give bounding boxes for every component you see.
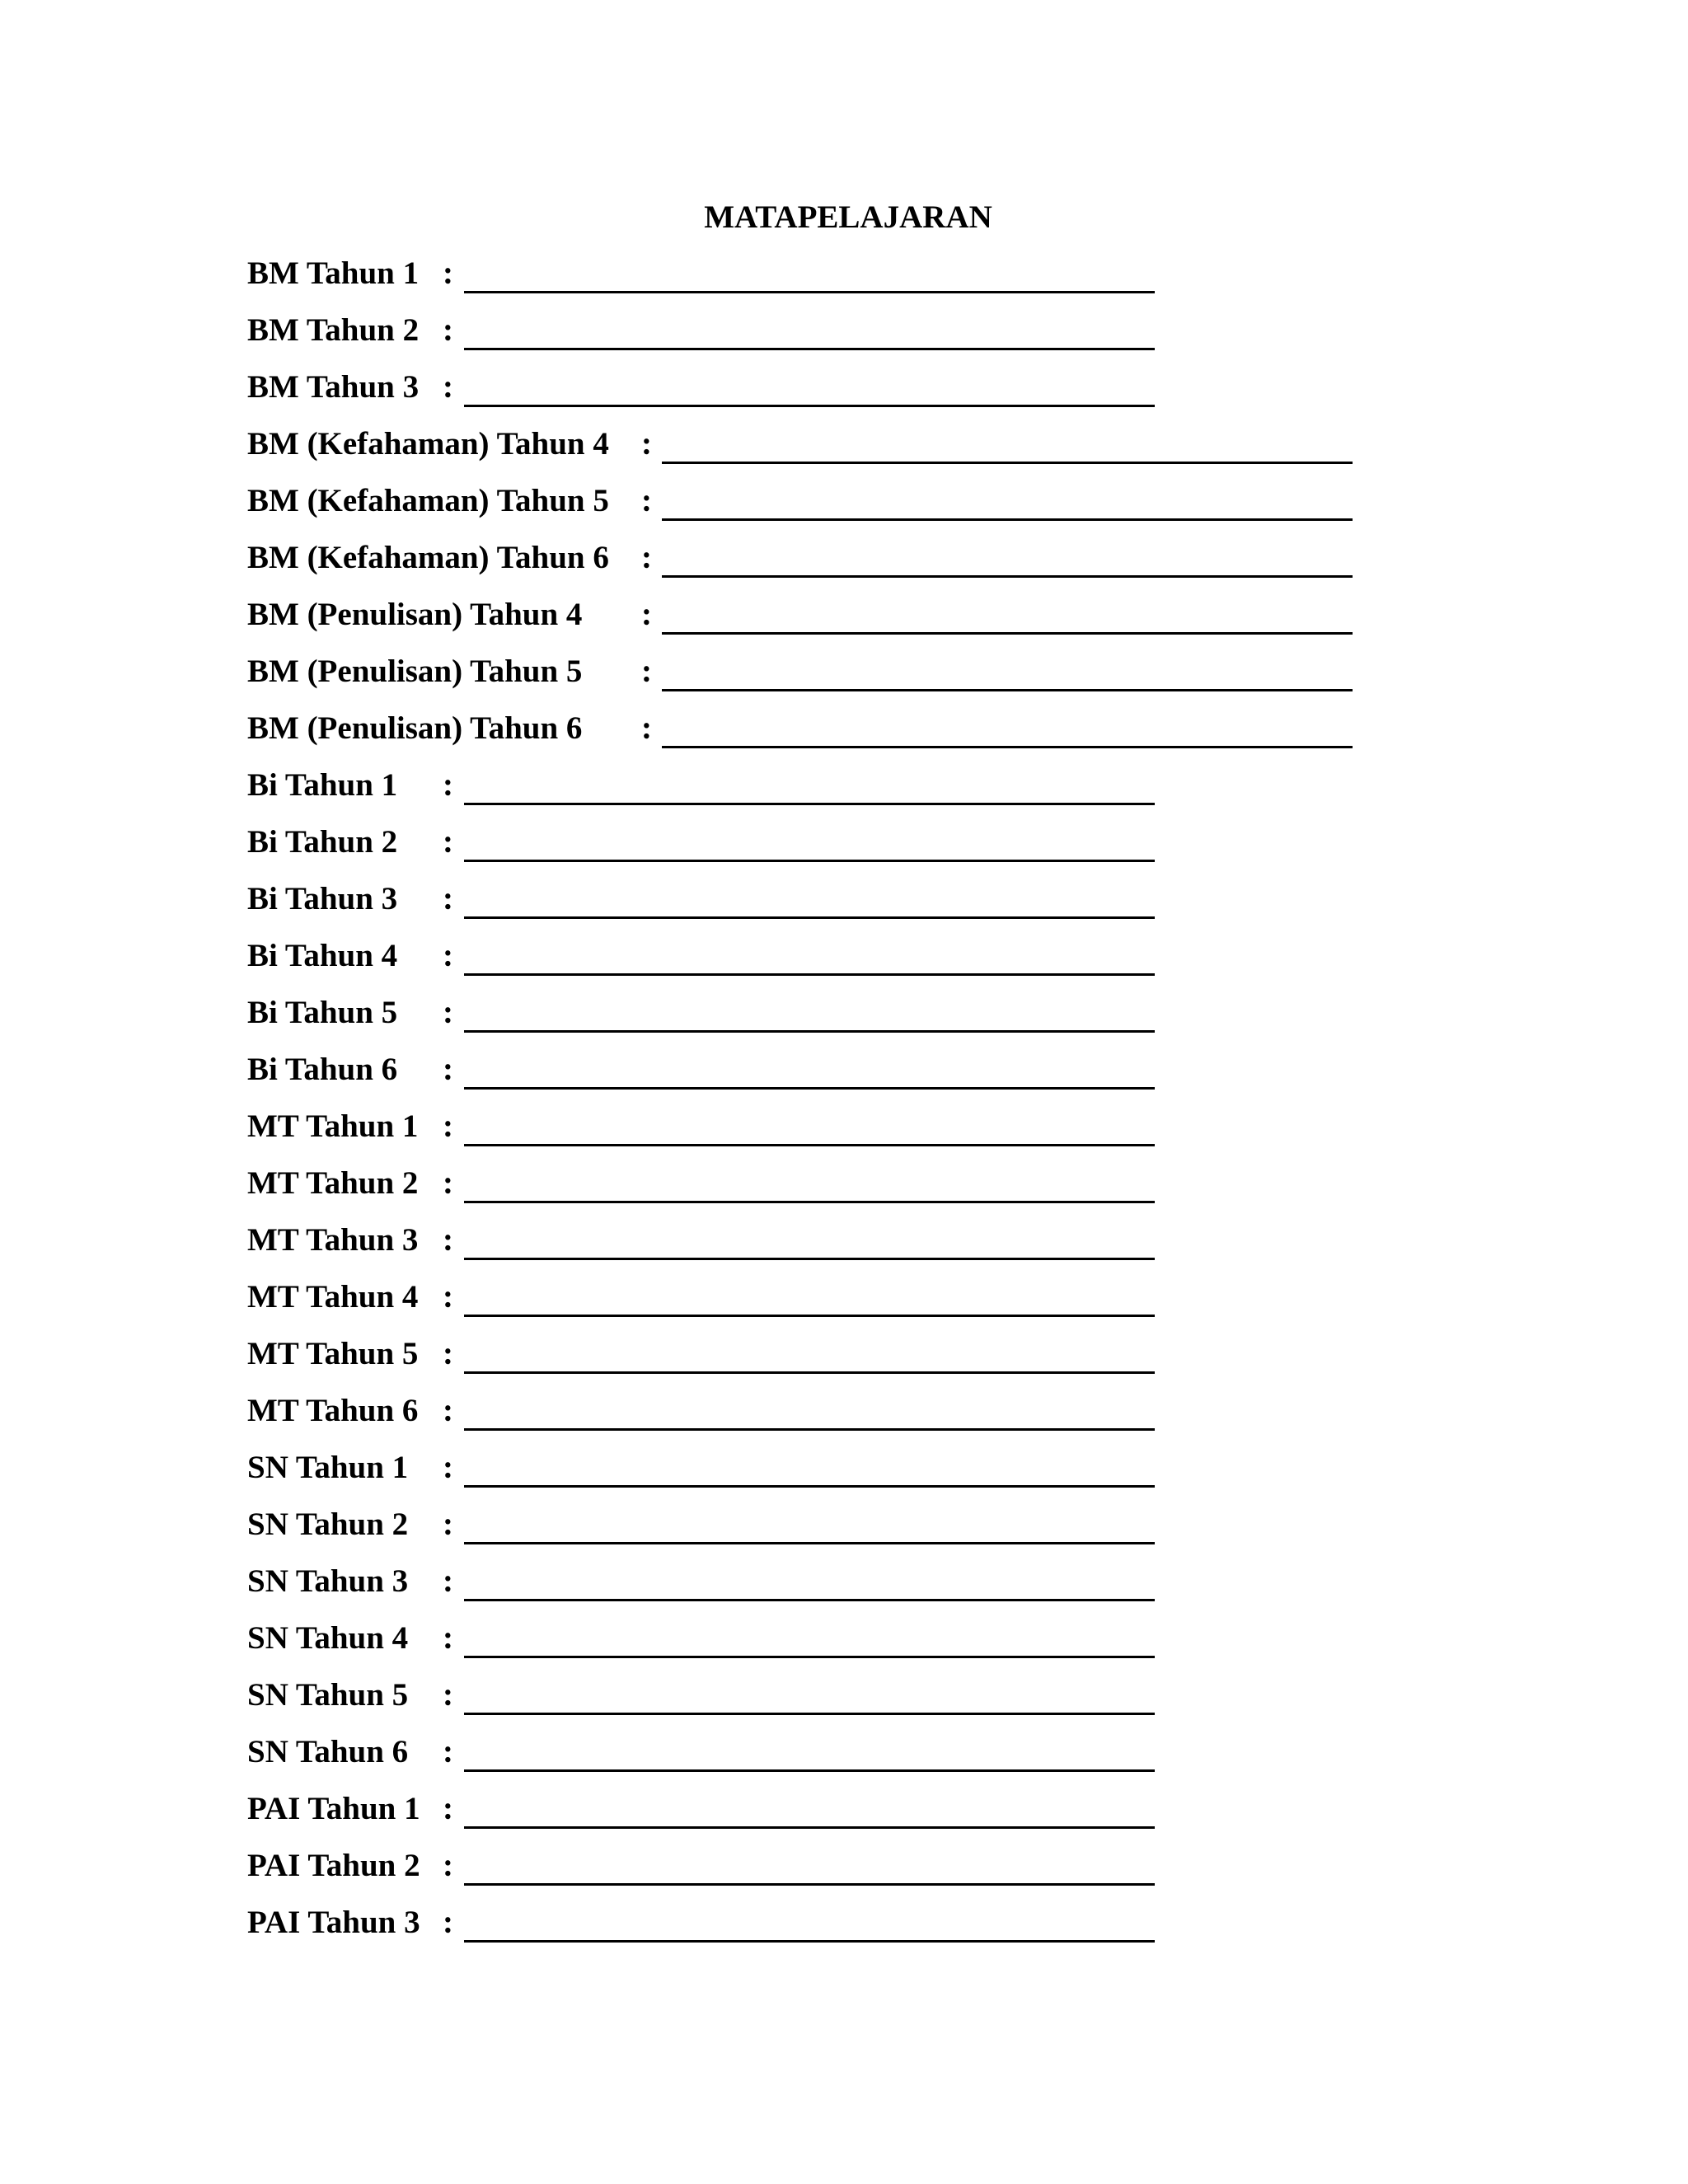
row-label: Bi Tahun 5: [247, 995, 398, 1030]
row-label: Bi Tahun 1: [247, 767, 398, 803]
row-colon: :: [443, 255, 453, 291]
row-label: SN Tahun 6: [247, 1734, 409, 1769]
fill-in-blank-line[interactable]: [464, 1542, 1155, 1544]
fill-in-blank-line[interactable]: [464, 1315, 1155, 1317]
row-label: Bi Tahun 6: [247, 1052, 398, 1087]
fill-in-blank-line[interactable]: [662, 518, 1353, 521]
row-colon: :: [443, 767, 453, 803]
row-colon: :: [443, 1507, 453, 1542]
form-row: [0, 936, 1688, 976]
form-row: [0, 1164, 1688, 1203]
form-row: [0, 709, 1688, 748]
row-colon: :: [641, 483, 652, 518]
fill-in-blank-line[interactable]: [464, 1940, 1155, 1943]
form-row: [0, 1448, 1688, 1488]
form-row: [0, 1789, 1688, 1829]
row-label: SN Tahun 3: [247, 1563, 409, 1599]
form-row: [0, 1277, 1688, 1317]
form-row: [0, 766, 1688, 805]
fill-in-blank-line[interactable]: [662, 575, 1353, 578]
row-label: BM Tahun 1: [247, 255, 420, 291]
row-label: SN Tahun 5: [247, 1677, 409, 1713]
form-row: [0, 879, 1688, 919]
row-colon: :: [443, 1450, 453, 1485]
row-colon: :: [443, 369, 453, 405]
row-label: BM (Penulisan) Tahun 6: [247, 710, 583, 746]
form-row: [0, 652, 1688, 691]
fill-in-blank-line[interactable]: [464, 291, 1155, 293]
fill-in-blank-line[interactable]: [464, 1087, 1155, 1090]
row-colon: :: [443, 938, 453, 973]
row-label: Bi Tahun 4: [247, 938, 398, 973]
fill-in-blank-line[interactable]: [662, 462, 1353, 464]
row-colon: :: [443, 1734, 453, 1769]
row-label: MT Tahun 1: [247, 1108, 419, 1144]
row-label: PAI Tahun 3: [247, 1905, 420, 1940]
fill-in-blank-line[interactable]: [464, 916, 1155, 919]
fill-in-blank-line[interactable]: [464, 860, 1155, 862]
row-colon: :: [443, 1336, 453, 1371]
form-row: [0, 1221, 1688, 1260]
fill-in-blank-line[interactable]: [464, 1144, 1155, 1146]
fill-in-blank-line[interactable]: [662, 632, 1353, 635]
row-label: MT Tahun 6: [247, 1393, 419, 1428]
form-row: [0, 254, 1688, 293]
fill-in-blank-line[interactable]: [464, 1769, 1155, 1772]
form-row: [0, 1846, 1688, 1886]
row-label: SN Tahun 2: [247, 1507, 409, 1542]
fill-in-blank-line[interactable]: [464, 803, 1155, 805]
row-colon: :: [443, 1222, 453, 1258]
row-colon: :: [641, 710, 652, 746]
form-row: [0, 481, 1688, 521]
fill-in-blank-line[interactable]: [662, 746, 1353, 748]
fill-in-blank-line[interactable]: [464, 1485, 1155, 1488]
row-label: SN Tahun 4: [247, 1620, 409, 1656]
form-row: [0, 823, 1688, 862]
fill-in-blank-line[interactable]: [662, 689, 1353, 691]
row-colon: :: [443, 1165, 453, 1201]
row-label: BM (Kefahaman) Tahun 4: [247, 426, 609, 462]
row-label: MT Tahun 4: [247, 1279, 419, 1315]
form-row: [0, 595, 1688, 635]
form-row: [0, 1050, 1688, 1090]
form-row: [0, 1675, 1688, 1715]
form-row: [0, 1334, 1688, 1374]
row-colon: :: [641, 540, 652, 575]
row-label: BM (Kefahaman) Tahun 6: [247, 540, 609, 575]
fill-in-blank-line[interactable]: [464, 1883, 1155, 1886]
fill-in-blank-line[interactable]: [464, 973, 1155, 976]
form-row: [0, 1732, 1688, 1772]
page-title: MATAPELAJARAN: [704, 199, 992, 235]
row-label: PAI Tahun 1: [247, 1791, 420, 1826]
row-colon: :: [443, 1620, 453, 1656]
row-label: SN Tahun 1: [247, 1450, 409, 1485]
row-label: Bi Tahun 3: [247, 881, 398, 916]
fill-in-blank-line[interactable]: [464, 1599, 1155, 1601]
row-label: BM Tahun 3: [247, 369, 420, 405]
fill-in-blank-line[interactable]: [464, 1826, 1155, 1829]
form-row: [0, 1619, 1688, 1658]
fill-in-blank-line[interactable]: [464, 1258, 1155, 1260]
row-colon: :: [443, 1108, 453, 1144]
form-row: [0, 424, 1688, 464]
fill-in-blank-line[interactable]: [464, 1713, 1155, 1715]
row-label: MT Tahun 5: [247, 1336, 419, 1371]
form-row: [0, 538, 1688, 578]
row-colon: :: [443, 1052, 453, 1087]
row-label: MT Tahun 3: [247, 1222, 419, 1258]
fill-in-blank-line[interactable]: [464, 348, 1155, 350]
fill-in-blank-line[interactable]: [464, 1201, 1155, 1203]
form-row: [0, 1107, 1688, 1146]
row-label: BM (Kefahaman) Tahun 5: [247, 483, 609, 518]
fill-in-blank-line[interactable]: [464, 1371, 1155, 1374]
fill-in-blank-line[interactable]: [464, 1030, 1155, 1033]
row-colon: :: [443, 1791, 453, 1826]
form-row: [0, 311, 1688, 350]
form-row: [0, 1562, 1688, 1601]
row-label: BM Tahun 2: [247, 312, 420, 348]
row-colon: :: [443, 312, 453, 348]
row-label: Bi Tahun 2: [247, 824, 398, 860]
row-colon: :: [443, 824, 453, 860]
fill-in-blank-line[interactable]: [464, 1656, 1155, 1658]
row-colon: :: [641, 597, 652, 632]
form-row: [0, 1903, 1688, 1943]
row-colon: :: [443, 1905, 453, 1940]
row-label: MT Tahun 2: [247, 1165, 419, 1201]
row-colon: :: [443, 881, 453, 916]
row-label: BM (Penulisan) Tahun 5: [247, 654, 583, 689]
form-row: [0, 1505, 1688, 1544]
row-label: PAI Tahun 2: [247, 1848, 420, 1883]
fill-in-blank-line[interactable]: [464, 405, 1155, 407]
row-colon: :: [641, 426, 652, 462]
fill-in-blank-line[interactable]: [464, 1428, 1155, 1431]
row-colon: :: [641, 654, 652, 689]
row-colon: :: [443, 1848, 453, 1883]
row-colon: :: [443, 995, 453, 1030]
row-colon: :: [443, 1279, 453, 1315]
row-colon: :: [443, 1393, 453, 1428]
row-colon: :: [443, 1563, 453, 1599]
row-label: BM (Penulisan) Tahun 4: [247, 597, 583, 632]
row-colon: :: [443, 1677, 453, 1713]
form-row: [0, 1391, 1688, 1431]
form-row: [0, 368, 1688, 407]
form-row: [0, 993, 1688, 1033]
